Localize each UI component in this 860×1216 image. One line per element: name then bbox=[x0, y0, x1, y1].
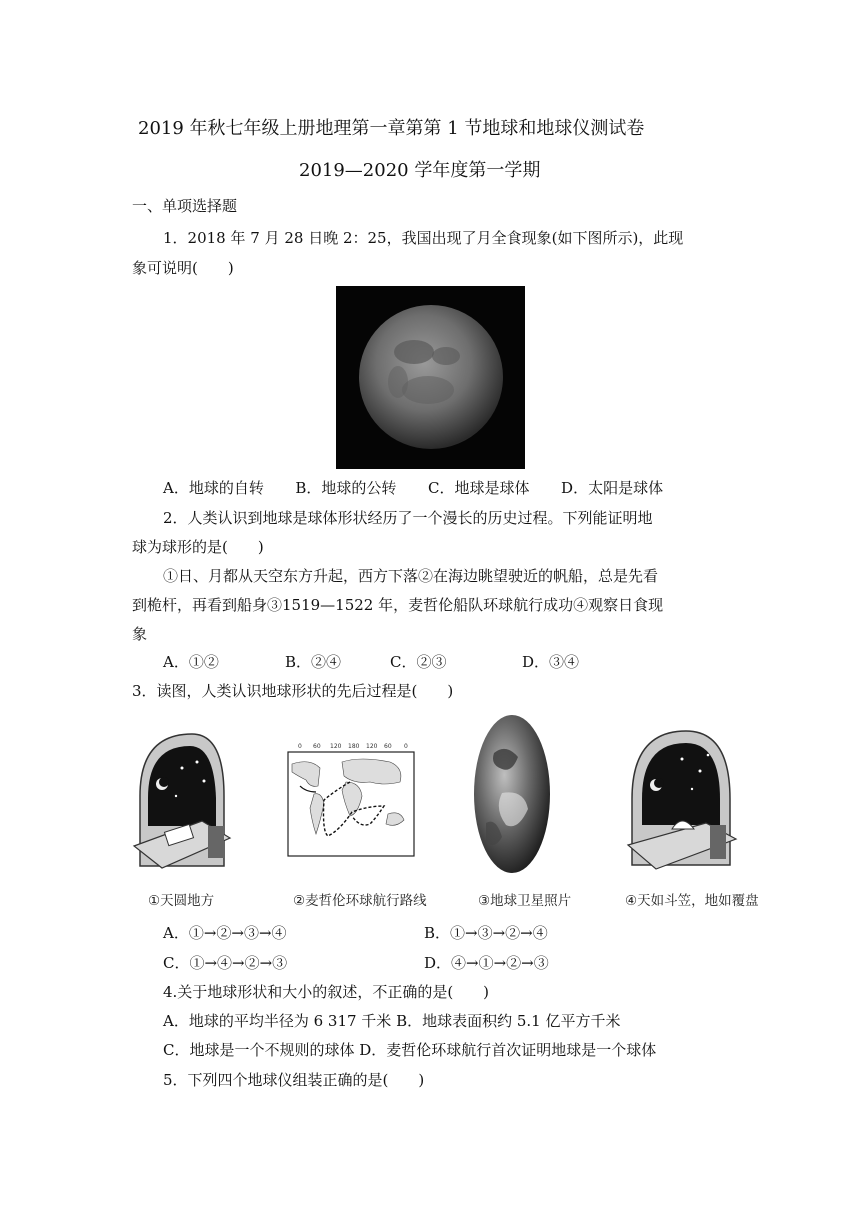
q2-stem-line1: 2．人类认识到地球是球体形状经历了一个漫长的历史过程。下列能证明地 bbox=[163, 509, 653, 527]
map-tick-5: 60 bbox=[384, 743, 392, 750]
q3-option-a: A．①→②→③→④ bbox=[163, 924, 287, 942]
q4-options-line1: A．地球的平均半径为 6 317 千米 B．地球表面积约 5.1 亿平方千米 bbox=[163, 1012, 621, 1030]
q1-options bbox=[163, 478, 663, 498]
dome-round-sky-square-earth-figure bbox=[132, 726, 232, 876]
q2-detail-line2: 到桅杆，再看到船身③1519—1522 年，麦哲伦船队环球航行成功④观察日食现 bbox=[132, 596, 664, 614]
earth-satellite-photo bbox=[472, 713, 552, 875]
map-tick-6: 0 bbox=[404, 743, 408, 750]
magellan-route-map bbox=[280, 742, 422, 862]
page-subtitle: 2019—2020 学年度第一学期 bbox=[299, 160, 541, 181]
q3-stem: 3．读图，人类认识地球形状的先后过程是( ) bbox=[132, 682, 454, 700]
q1-option-c: C．地球是球体 bbox=[428, 479, 530, 497]
q1-option-d: D．太阳是球体 bbox=[561, 479, 664, 497]
q5-stem: 5．下列四个地球仪组装正确的是( ) bbox=[163, 1071, 425, 1089]
q1-option-a: A．地球的自转 bbox=[163, 479, 264, 497]
section-heading: 一、单项选择题 bbox=[132, 197, 238, 215]
lunar-eclipse-photo bbox=[336, 286, 525, 469]
map-tick-4: 120 bbox=[366, 743, 378, 750]
q3-option-c: C．①→④→②→③ bbox=[163, 954, 288, 972]
sky-like-bamboo-hat-figure bbox=[626, 725, 738, 875]
q2-detail-line3: 象 bbox=[132, 625, 148, 643]
figure-caption-4: ④天如斗笠，地如覆盘 bbox=[625, 893, 759, 909]
q2-detail-line1: ①日、月都从天空东方升起，西方下落②在海边眺望驶近的帆船，总是先看 bbox=[163, 567, 659, 585]
q4-options-line2: C．地球是一个不规则的球体 D．麦哲伦环球航行首次证明地球是一个球体 bbox=[163, 1041, 657, 1059]
map-tick-0: 0 bbox=[298, 743, 302, 750]
page-title: 2019 年秋七年级上册地理第一章第第 1 节地球和地球仪测试卷 bbox=[138, 118, 645, 139]
q1-stem-line2: 象可说明( ) bbox=[132, 259, 234, 277]
q2-option-b: B．②④ bbox=[285, 653, 342, 671]
figure-caption-1: ①天圆地方 bbox=[148, 893, 215, 909]
q3-option-b: B．①→③→②→④ bbox=[424, 924, 548, 942]
q2-option-a: A．①② bbox=[163, 653, 219, 671]
q1-stem-line1: 1．2018 年 7 月 28 日晚 2：25，我国出现了月全食现象(如下图所示)，此现 bbox=[163, 229, 684, 247]
q2-option-d: D．③④ bbox=[522, 653, 580, 671]
map-tick-3: 180 bbox=[348, 743, 360, 750]
q2-stem-line2: 球为球形的是( ) bbox=[132, 538, 264, 556]
q3-option-d: D．④→①→②→③ bbox=[424, 954, 549, 972]
q2-option-c: C．②③ bbox=[390, 653, 447, 671]
map-tick-1: 60 bbox=[313, 743, 321, 750]
figure-caption-3: ③地球卫星照片 bbox=[478, 893, 572, 909]
figure-caption-2: ②麦哲伦环球航行路线 bbox=[293, 893, 427, 909]
q2-options bbox=[163, 652, 579, 672]
q4-stem: 4.关于地球形状和大小的叙述，不正确的是( ) bbox=[163, 983, 490, 1001]
map-tick-2: 120 bbox=[330, 743, 342, 750]
q1-option-b: B．地球的公转 bbox=[295, 479, 397, 497]
